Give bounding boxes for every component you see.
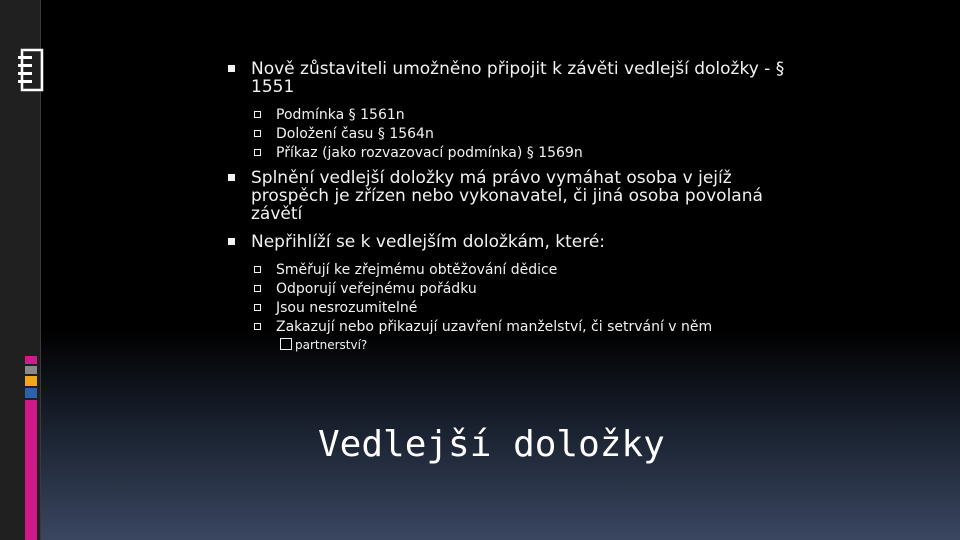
sub-bullet-item: [228, 318, 788, 337]
sub-bullet-item: [228, 144, 788, 163]
slide-title: Vedlejší doložky: [318, 424, 665, 465]
sub-bullet-item: [228, 125, 788, 144]
sub-bullet-item: [228, 280, 788, 299]
sub-bullet-text: Zakazují nebo přikazují uzavření manželství, či setrvání v něm: [276, 319, 713, 335]
grey-square: [25, 366, 37, 374]
sub-bullet-text: Podmínka § 1561n: [276, 107, 405, 123]
note-line: [228, 337, 788, 354]
note-text: partnerství?: [295, 338, 368, 352]
sub-bullet-text: Příkaz (jako rozvazovací podmínka) § 1569n: [276, 145, 583, 161]
bullet-item: [228, 233, 788, 251]
blue-square: [25, 388, 37, 398]
bullet-text: Nepřihlíží se k vedlejším doložkám, které:: [251, 232, 606, 252]
bullet-item: [228, 169, 788, 223]
corner-decoration-icon: [18, 46, 44, 94]
sub-bullet-text: Odporují veřejnému pořádku: [276, 281, 477, 297]
sub-bullet-text: Směřují ke zřejmému obtěžování dědice: [276, 262, 558, 278]
bullet-list: [228, 60, 788, 354]
orange-square: [25, 376, 37, 386]
sub-bullet-text: Doložení času § 1564n: [276, 126, 434, 142]
bullet-text: Splnění vedlejší doložky má právo vymáhat osoba v jejíž prospěch je zřízen nebo vykonavatel, či jiná osoba povolaná závětí: [251, 168, 763, 224]
sub-bullet-item: [228, 261, 788, 280]
accent-square: [25, 356, 37, 364]
sub-bullet-text: Jsou nesrozumitelné: [276, 300, 418, 316]
sub-bullet-item: [228, 299, 788, 318]
bullet-text: Nově zůstaviteli umožněno připojit k závěti vedlejší doložky - § 1551: [251, 59, 785, 97]
sub-bullet-item: [228, 106, 788, 125]
bullet-item: [228, 60, 788, 96]
accent-bar: [25, 400, 37, 540]
placeholder-box-icon: [280, 338, 292, 350]
